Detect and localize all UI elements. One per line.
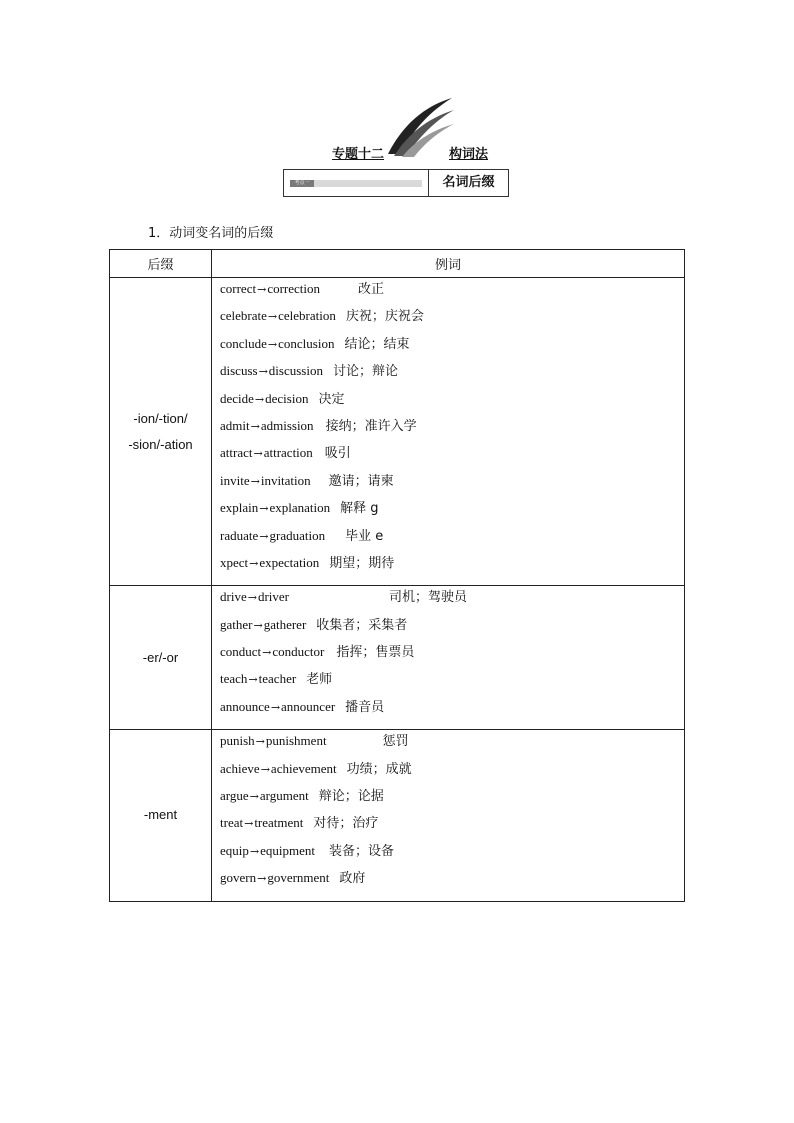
section-title-box (283, 169, 509, 197)
list-item (220, 812, 684, 839)
suffix-table (109, 249, 685, 902)
arrow-icon: → (267, 310, 278, 324)
chinese-meaning: 庆祝；庆祝会 (345, 309, 424, 325)
noun-word: achievement (270, 760, 337, 776)
noun-word: teacher (258, 671, 297, 687)
verb-word: drive (220, 589, 247, 605)
suffix-label: -sion/-ation (128, 436, 193, 452)
arrow-icon: → (255, 735, 265, 749)
list-item (220, 497, 684, 524)
section-title: 名词后缀 (442, 175, 495, 190)
table-header-row (110, 250, 685, 278)
chinese-meaning: 指挥；售票员 (336, 645, 415, 661)
arrow-icon: → (257, 872, 267, 886)
noun-word: government (267, 870, 330, 886)
arrow-icon: → (259, 529, 269, 543)
chinese-meaning: 毕业 e (345, 528, 384, 544)
noun-word: admission (260, 417, 314, 433)
list-item (220, 415, 684, 442)
chinese-meaning: 吸引 (324, 446, 351, 462)
noun-word: punishment (265, 733, 327, 749)
noun-word: conclusion (278, 335, 335, 351)
chinese-meaning: 播音员 (345, 699, 385, 715)
table-row (110, 586, 685, 730)
chinese-meaning: 老师 (306, 672, 333, 688)
arrow-icon: → (260, 762, 270, 776)
chinese-meaning: 司机；驾驶员 (388, 590, 467, 606)
swoosh-logo-icon (384, 96, 456, 158)
list-item (220, 388, 684, 415)
list-item (220, 586, 684, 613)
suffix-label: -ion/-tion/ (133, 410, 188, 426)
table-body (110, 278, 685, 902)
header-examples: 例词 (212, 250, 685, 278)
list-item (220, 641, 684, 668)
verb-word: conduct (220, 644, 262, 660)
list-item (220, 525, 684, 552)
section-tag: 考点一 (290, 180, 314, 187)
noun-word: driver (257, 589, 289, 605)
noun-word: conductor (272, 644, 325, 660)
chinese-meaning: 收集者；采集者 (316, 617, 408, 633)
verb-word: teach (220, 671, 248, 687)
chinese-meaning: 决定 (318, 391, 345, 407)
suffix-label: -ment (143, 807, 178, 823)
examples-cell (212, 278, 685, 586)
table-row (110, 730, 685, 901)
verb-word: treat (220, 815, 244, 831)
verb-word: argue (220, 788, 249, 804)
arrow-icon: → (249, 556, 259, 570)
verb-word: decide (220, 390, 254, 406)
chinese-meaning: 接纳；准许入学 (325, 418, 417, 434)
list-item (220, 305, 684, 332)
arrow-icon: → (270, 700, 281, 714)
list-item (220, 442, 684, 469)
noun-word: treatment (254, 815, 304, 831)
verb-word: equip (220, 842, 249, 858)
list-item (220, 552, 684, 579)
noun-word: gatherer (263, 616, 307, 632)
noun-word: expectation (259, 554, 320, 570)
section-heading: 1．动词变名词的后缀 (148, 226, 274, 241)
verb-word: invite (220, 472, 250, 488)
list-item (220, 668, 684, 695)
noun-word: celebration (278, 308, 336, 324)
suffix-cell (110, 278, 212, 586)
noun-word: explanation (269, 500, 331, 516)
list-item (220, 785, 684, 812)
noun-word: graduation (269, 527, 326, 543)
verb-word: correct (220, 281, 257, 296)
list-item (220, 360, 684, 387)
verb-word: punish (220, 733, 255, 749)
verb-word: announce (220, 698, 270, 714)
arrow-icon: → (262, 646, 272, 660)
noun-word: decision (265, 390, 309, 406)
section-progress-bar (284, 170, 429, 196)
list-item (220, 278, 684, 305)
list-item (220, 614, 684, 641)
noun-word: invitation (260, 472, 311, 488)
list-item (220, 840, 684, 867)
list-item (220, 696, 684, 723)
list-item (220, 333, 684, 360)
chinese-meaning: 解释 g (340, 501, 379, 517)
chinese-meaning: 改正 (358, 282, 385, 297)
verb-word: attract (220, 445, 253, 461)
noun-word: attraction (263, 445, 313, 461)
verb-word: achieve (220, 760, 260, 776)
suffix-cell (110, 586, 212, 730)
examples-cell (212, 730, 685, 901)
verb-word: admit (220, 417, 250, 433)
arrow-icon: → (254, 392, 265, 406)
chinese-meaning: 功绩；成就 (346, 761, 412, 777)
chinese-meaning: 装备；设备 (329, 843, 395, 859)
verb-word: xpect (220, 554, 249, 570)
noun-word: correction (267, 281, 321, 296)
chinese-meaning: 期望；期待 (329, 555, 395, 571)
arrow-icon: → (247, 591, 257, 605)
verb-word: conclude (220, 335, 267, 351)
noun-word: equipment (260, 842, 315, 858)
noun-word: argument (259, 788, 309, 804)
chinese-meaning: 邀请；请柬 (328, 473, 394, 489)
verb-word: gather (220, 616, 253, 632)
verb-word: discuss (220, 363, 258, 379)
chinese-meaning: 惩罚 (382, 734, 409, 750)
examples-cell (212, 586, 685, 730)
suffix-cell (110, 730, 212, 901)
chinese-meaning: 讨论；辩论 (332, 364, 398, 380)
table-row (110, 278, 685, 586)
verb-word: raduate (220, 527, 259, 543)
chinese-meaning: 辩论；论据 (318, 789, 384, 805)
topic-name: 构词法 (449, 147, 489, 162)
arrow-icon: → (249, 790, 259, 804)
chinese-meaning: 政府 (339, 871, 366, 887)
list-item (220, 730, 684, 757)
verb-word: celebrate (220, 308, 267, 324)
list-item (220, 758, 684, 785)
arrow-icon: → (253, 618, 263, 632)
chinese-meaning: 结论；结束 (344, 336, 410, 352)
arrow-icon: → (250, 474, 260, 488)
verb-word: govern (220, 870, 257, 886)
suffix-label: -er/-or (142, 649, 179, 665)
noun-word: discussion (268, 363, 323, 379)
arrow-icon: → (257, 283, 267, 296)
topic-number: 专题十二 (332, 147, 385, 162)
header-suffix: 后缀 (110, 250, 212, 278)
arrow-icon: → (267, 337, 278, 351)
list-item (220, 470, 684, 497)
arrow-icon: → (259, 502, 269, 516)
chinese-meaning: 对待；治疗 (313, 816, 379, 832)
arrow-icon: → (250, 419, 260, 433)
noun-word: announcer (281, 698, 336, 714)
arrow-icon: → (249, 844, 260, 858)
arrow-icon: → (258, 365, 268, 379)
arrow-icon: → (253, 447, 263, 461)
list-item (220, 867, 684, 894)
arrow-icon: → (244, 817, 254, 831)
verb-word: explain (220, 500, 259, 516)
arrow-icon: → (248, 673, 258, 687)
